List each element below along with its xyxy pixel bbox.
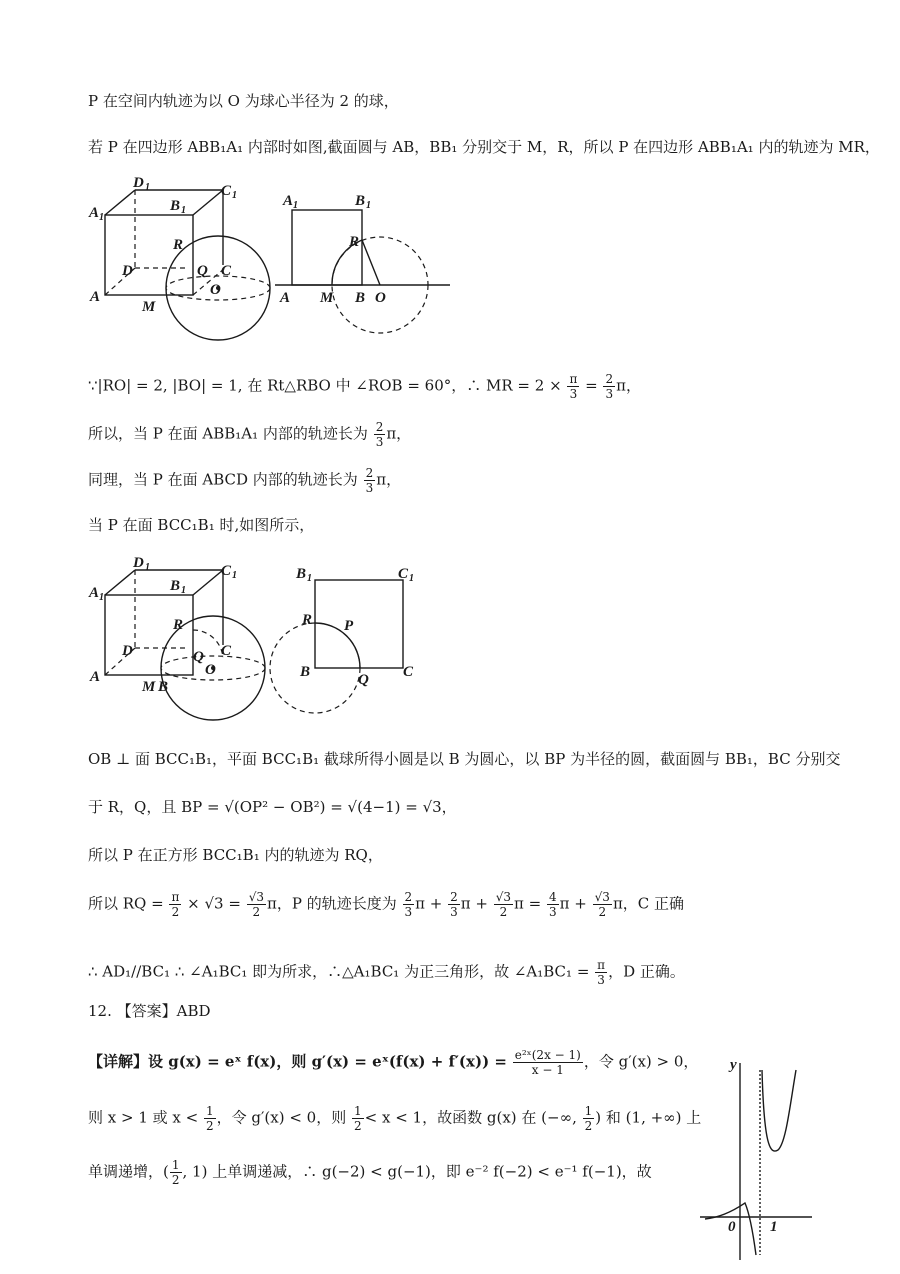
fraction: $\frac{2}{3}$ [404, 890, 413, 919]
label-C1: C [221, 563, 232, 579]
label-A: A [90, 289, 101, 305]
label-A1: A [89, 585, 100, 601]
label-C1-sub: 1 [232, 570, 237, 581]
label-C1-sub: 1 [409, 573, 414, 584]
label-D: D [122, 643, 133, 659]
fraction: $\frac{\pi}{2}$ [171, 890, 180, 919]
tick-label-one: 1 [770, 1219, 778, 1235]
label-D1: D [133, 175, 144, 191]
label-R: R [173, 237, 184, 253]
fraction: $\frac{1}{2}$ [354, 1104, 362, 1133]
label-R: R [173, 617, 184, 633]
label-A1-sub: 1 [99, 212, 104, 223]
label-M: M [142, 299, 156, 315]
label-C: C [403, 664, 414, 680]
text-line-4: 所以，当 P 在面 ABB₁A₁ 内部的轨迹长为 $\frac{2}{3}$ π， [88, 420, 412, 449]
label-B: B [158, 679, 169, 695]
label-B: B [355, 290, 366, 306]
label-D1: D [133, 555, 144, 571]
label-B1: B [355, 193, 366, 209]
label-B1-sub: 1 [181, 205, 186, 216]
label-C1: C [221, 183, 232, 199]
label-A1-sub: 1 [99, 592, 104, 603]
fraction: $\frac{1}{2}$ [206, 1104, 214, 1133]
text-line-5: 同理，当 P 在面 ABCD 内部的轨迹长为 $\frac{2}{3}$ π， [88, 466, 402, 495]
fraction: $\frac{2}{3}$ [605, 372, 614, 401]
label-Q: Q [193, 649, 204, 665]
text-line-10: 所以 RQ = $\frac{\pi}{2}$ × √3 = $\frac{√3}{2}$ π，P 的轨迹长度为 $\frac{2}{3}$ π + $\frac{2}{3}$ π + $\frac{√3}{2}$ π = $\frac{4}{3}$ π + $\frac{√3}{2}$ π，C 正确 [88, 890, 685, 919]
text-line-1: P 在空间内轨迹为以 O 为球心半径为 2 的球， [88, 92, 399, 110]
fraction: $\frac{1}{2}$ [584, 1104, 593, 1133]
label-B1: B [170, 578, 181, 594]
text-line-2: 若 P 在四边形 ABB₁A₁ 内部时如图,截面圆与 AB，BB₁ 分别交于 M，R，所以 P 在四边形 ABB₁A₁ 内的轨迹为 MR， [88, 138, 880, 156]
fraction: $\frac{\text{e²ˣ(2x − 1)}}{x - 1}$ [514, 1048, 581, 1077]
label-R: R [302, 612, 313, 628]
fraction: $\frac{4}{3}$ [549, 890, 557, 919]
label-B1-sub: 1 [307, 573, 312, 584]
fraction: $\frac{1}{2}$ [171, 1158, 180, 1187]
label-D1-sub: 1 [145, 562, 150, 573]
label-B1: B [170, 198, 181, 214]
label-D: D [122, 263, 133, 279]
fraction: $\frac{\pi}{3}$ [569, 372, 578, 401]
label-O: O [205, 662, 216, 678]
text-line-3: ∵|RO| = 2, |BO| = 1, 在 Rt△RBO 中 ∠ROB = 60°，∴ MR = 2 × $\frac{\pi}{3}$ = $\frac{2}{3}$ π， [88, 372, 641, 401]
origin-label: 0 [728, 1219, 736, 1235]
fraction: $\frac{2}{3}$ [365, 466, 374, 495]
text-line-6: 当 P 在面 BCC₁B₁ 时,如图所示， [88, 516, 315, 534]
label-M: M [142, 679, 156, 695]
text-line-8: 于 R，Q，且 BP = √(OP² − OB²) = √(4−1) = √3， [88, 798, 457, 816]
label-A: A [280, 290, 291, 306]
figure-cube-sphere-1 [85, 170, 275, 350]
fraction: $\frac{√3}{2}$ [248, 890, 264, 919]
fraction: $\frac{2}{3}$ [375, 420, 384, 449]
text-line-13: 【详解】设 g(x) = eˣ f(x)，则 g′(x) = eˣ(f(x) + f′(x)) = $\frac{\text{e²ˣ(2x − 1)}}{x - 1}$ ，令 g′(x) > 0， [88, 1048, 699, 1077]
label-C1: C [398, 566, 409, 582]
label-C1-sub: 1 [232, 190, 237, 201]
label-B: B [300, 664, 311, 680]
fraction: $\frac{√3}{2}$ [594, 890, 610, 919]
text-line-9: 所以 P 在正方形 BCC₁B₁ 内的轨迹为 RQ， [88, 846, 383, 864]
label-Q: Q [358, 672, 369, 688]
fraction: $\frac{2}{3}$ [450, 890, 458, 919]
label-O: O [210, 282, 221, 298]
label-A1: A [283, 193, 294, 209]
label-A1-sub: 1 [293, 200, 298, 211]
text-segment: ∵|RO| = 2, |BO| = 1, 在 Rt△RBO 中 ∠ROB = 60°，∴ MR = 2 × [88, 376, 562, 395]
answer-heading: 12. 【答案】ABD [88, 1002, 211, 1020]
label-R: R [349, 234, 360, 250]
label-C: C [221, 643, 232, 659]
text-line-11: ∴ AD₁//BC₁ ∴ ∠A₁BC₁ 即为所求，∴△A₁BC₁ 为正三角形，故 ∠A₁BC₁ = $\frac{\pi}{3}$ ，D 正确。 [88, 958, 685, 987]
label-B1-sub: 1 [366, 200, 371, 211]
label-A: A [90, 669, 101, 685]
figure-face-circle-1 [275, 190, 455, 350]
label-D1-sub: 1 [145, 182, 150, 193]
figure-cube-sphere-2 [85, 550, 275, 730]
axis-label-y: y [730, 1057, 737, 1073]
label-B1: B [296, 566, 307, 582]
label-P: P [344, 618, 354, 634]
label-Q: Q [197, 263, 208, 279]
label-O: O [375, 290, 386, 306]
label-B1-sub: 1 [181, 585, 186, 596]
label-C: C [221, 263, 232, 279]
text-line-7: OB ⊥ 面 BCC₁B₁，平面 BCC₁B₁ 截球所得小圆是以 B 为圆心，以 BP 为半径的圆，截面圆与 BB₁，BC 分别交 [88, 750, 841, 768]
fraction: $\frac{√3}{2}$ [495, 890, 512, 919]
figure-square-circle [290, 560, 440, 710]
text-line-15: 单调递增，( $\frac{1}{2}$ , 1) 上单调递减，∴ g(−2) < g(−1)，即 e⁻² f(−2) < e⁻¹ f(−1)，故 [88, 1158, 652, 1187]
function-graph-sketch [700, 1055, 820, 1265]
text-line-14: 则 x > 1 或 x < $\frac{1}{2}$ ，令 g′(x) < 0，则 $\frac{1}{2}$ < x < 1，故函数 g(x) 在 (−∞, $\frac{1}{2}$ ) 和 (1, +∞) 上 [88, 1104, 702, 1133]
fraction: $\frac{\pi}{3}$ [597, 958, 606, 987]
label-A1: A [89, 205, 100, 221]
text-segment: = [585, 376, 598, 395]
label-M: M [320, 290, 334, 306]
